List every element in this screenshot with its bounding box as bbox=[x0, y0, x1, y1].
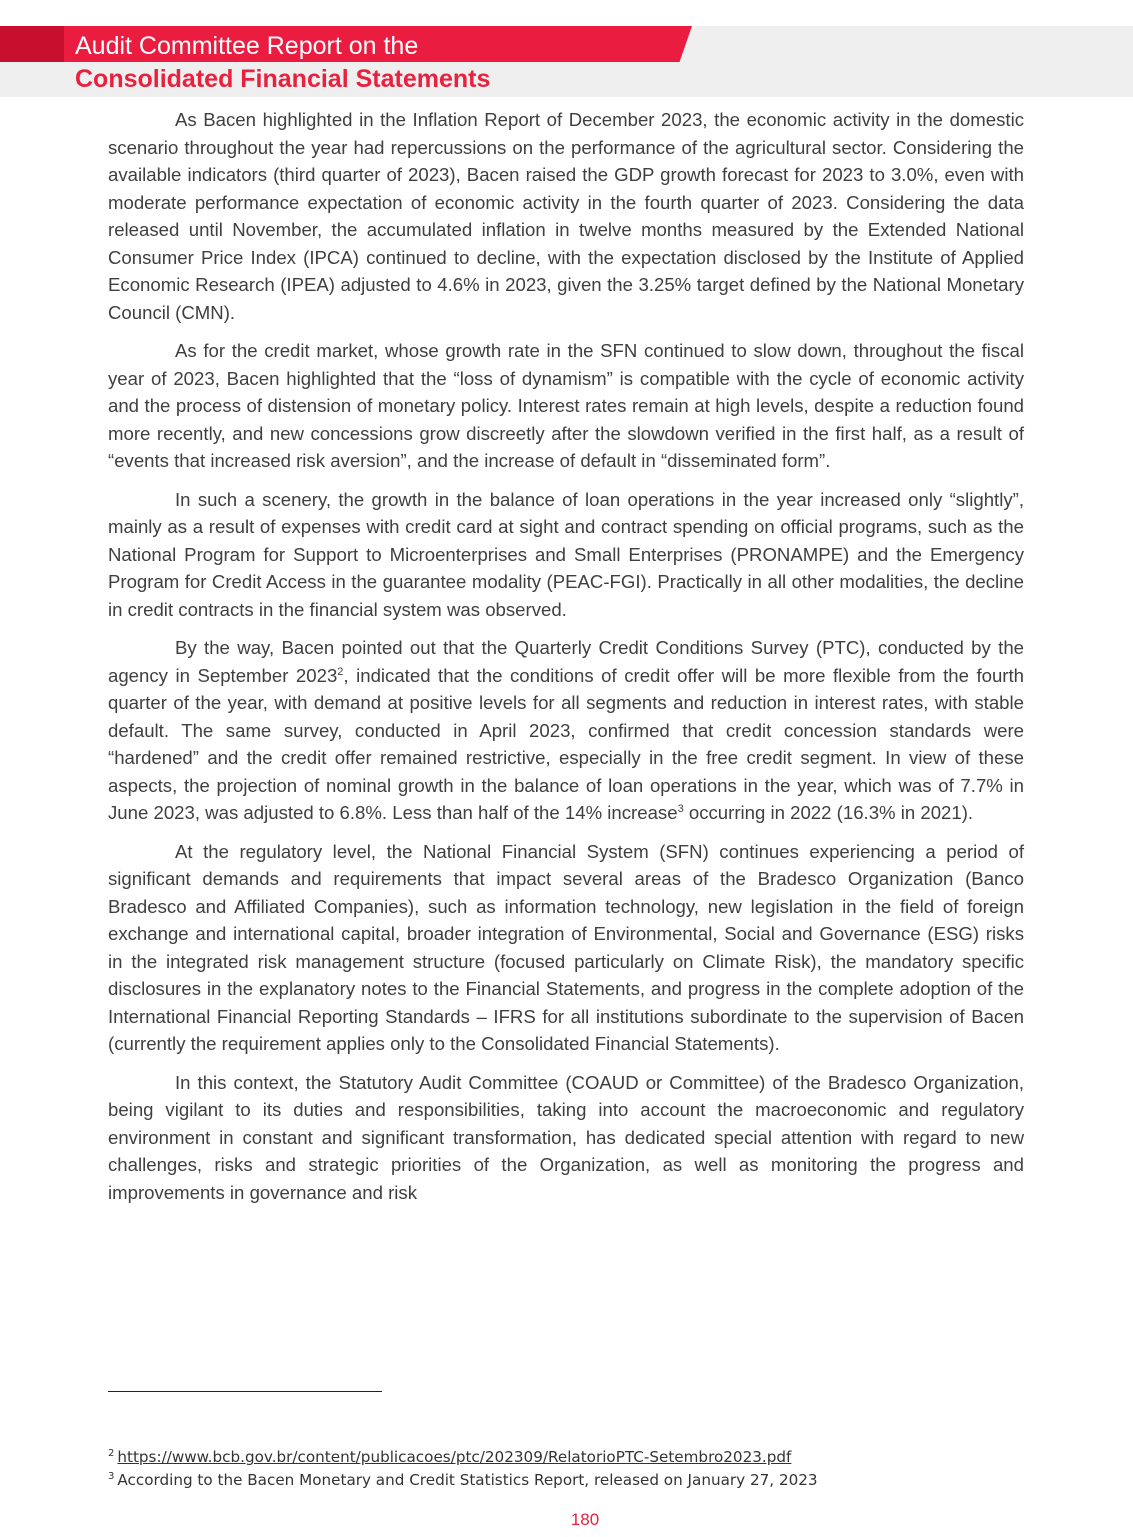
footnote-text: According to the Bacen Monetary and Credit Statistics Report, released on January 27, 2023 bbox=[117, 1471, 818, 1489]
paragraph-credit-survey-part2: , indicated that the conditions of credit offer will be more flexible from the fourth quarter of the year, with demand at positive levels for all segments and reduction in interest rates, with stable default. The same survey, conducted in April 2023, confirmed that credit concession standards were “hardened” and the credit offer remained restrictive, especially in the free credit segment. In view of these aspects, the projection of nominal growth in the balance of loan operations in the year, which was of 7.7% in June 2023, was adjusted to 6.8%. Less than half of the 14% increase bbox=[108, 664, 1024, 823]
footnote-mark: 2 bbox=[108, 1447, 115, 1459]
footnote-mark: 3 bbox=[108, 1470, 115, 1482]
report-title-line2: Consolidated Financial Statements bbox=[75, 65, 491, 93]
paragraph-committee: In this context, the Statutory Audit Committee (COAUD or Committee) of the Bradesco Organization, being vigilant to its duties and responsibilities, taking into account the macroeconomic and regulatory environment in constant and significant transformation, has dedicated special attention with regard to new challenges, risks and strategic priorities of the Organization, as well as monitoring the progress and improvements in governance and risk bbox=[108, 1071, 1024, 1203]
paragraph-credit-market: As for the credit market, whose growth rate in the SFN continued to slow down, throughout the fiscal year of 2023, Bacen highlighted that the “loss of dynamism” is compatible with the cycle of economic activity and the process of distension of monetary policy. Interest rates remain at high levels, despite a reduction found more recently, and new concessions grow discreetly after the slowdown verified in the first half, as a result of “events that increased risk aversion”, and the increase of default in “disseminated form”. bbox=[108, 340, 1024, 471]
footnote-ref-2[interactable]: 2 bbox=[337, 665, 344, 678]
report-title-line1: Audit Committee Report on the bbox=[75, 32, 419, 60]
footnote-divider bbox=[108, 1391, 382, 1392]
header-red-bar-accent bbox=[0, 26, 64, 62]
footnote-ref-3[interactable]: 3 bbox=[677, 802, 684, 815]
footnote-2 bbox=[108, 1446, 1008, 1469]
paragraph-loan-balance: In such a scenery, the growth in the balance of loan operations in the year increased only “slightly”, mainly as a result of expenses with credit card at sight and contract spending on official programs, such as the National Program for Support to Microenterprises and Small Enterprises (PRONAMPE) and the Emergency Program for Credit Access in the guarantee modality (PEAC-FGI). Practically in all other modalities, the decline in credit contracts in the financial system was observed. bbox=[108, 488, 1024, 620]
paragraph-credit-survey-part3: occurring in 2022 (16.3% in 2021). bbox=[683, 802, 974, 823]
paragraph-inflation: As Bacen highlighted in the Inflation Report of December 2023, the economic activity in the domestic scenario throughout the year had repercussions on the performance of the agricultural sector. Considering the available indicators (third quarter of 2023), Bacen raised the GDP growth forecast for 2023 to 3.0%, even with moderate performance expectation of economic activity in the fourth quarter of 2023. Considering the data released until November, the accumulated inflation in twelve months measured by the Extended National Consumer Price Index (IPCA) continued to decline, with the expectation disclosed by the Institute of Applied Economic Research (IPEA) adjusted to 4.6% in 2023, given the 3.25% target defined by the National Monetary Council (CMN). bbox=[108, 109, 1024, 323]
paragraph-credit-survey-part1: By the way, Bacen pointed out that the Quarterly Credit Conditions Survey (PTC), conducted by the agency in September 2023 bbox=[108, 637, 1024, 686]
footnote-3 bbox=[108, 1469, 1008, 1492]
footnote-link[interactable]: https://www.bcb.gov.br/content/publicacoes/ptc/202309/RelatorioPTC-Setembro2023.pdf bbox=[117, 1448, 792, 1466]
paragraph-regulatory: At the regulatory level, the National Financial System (SFN) continues experiencing a period of significant demands and requirements that impact several areas of the Bradesco Organization (Banco Bradesco and Affiliated Companies), such as information technology, new legislation in the field of foreign exchange and international capital, broader integration of Environmental, Social and Governance (ESG) risks in the integrated risk management structure (focused particularly on Climate Risk), the mandatory specific disclosures in the explanatory notes to the Financial Statements, and progress in the complete adoption of the International Financial Reporting Standards – IFRS for all institutions subordinate to the supervision of Bacen (currently the requirement applies only to the Consolidated Financial Statements). bbox=[108, 840, 1024, 1054]
body-text bbox=[108, 106, 1024, 1217]
footnotes bbox=[108, 1446, 1008, 1492]
page-number: 180 bbox=[570, 1510, 600, 1529]
paragraph-credit-survey bbox=[108, 634, 1024, 827]
